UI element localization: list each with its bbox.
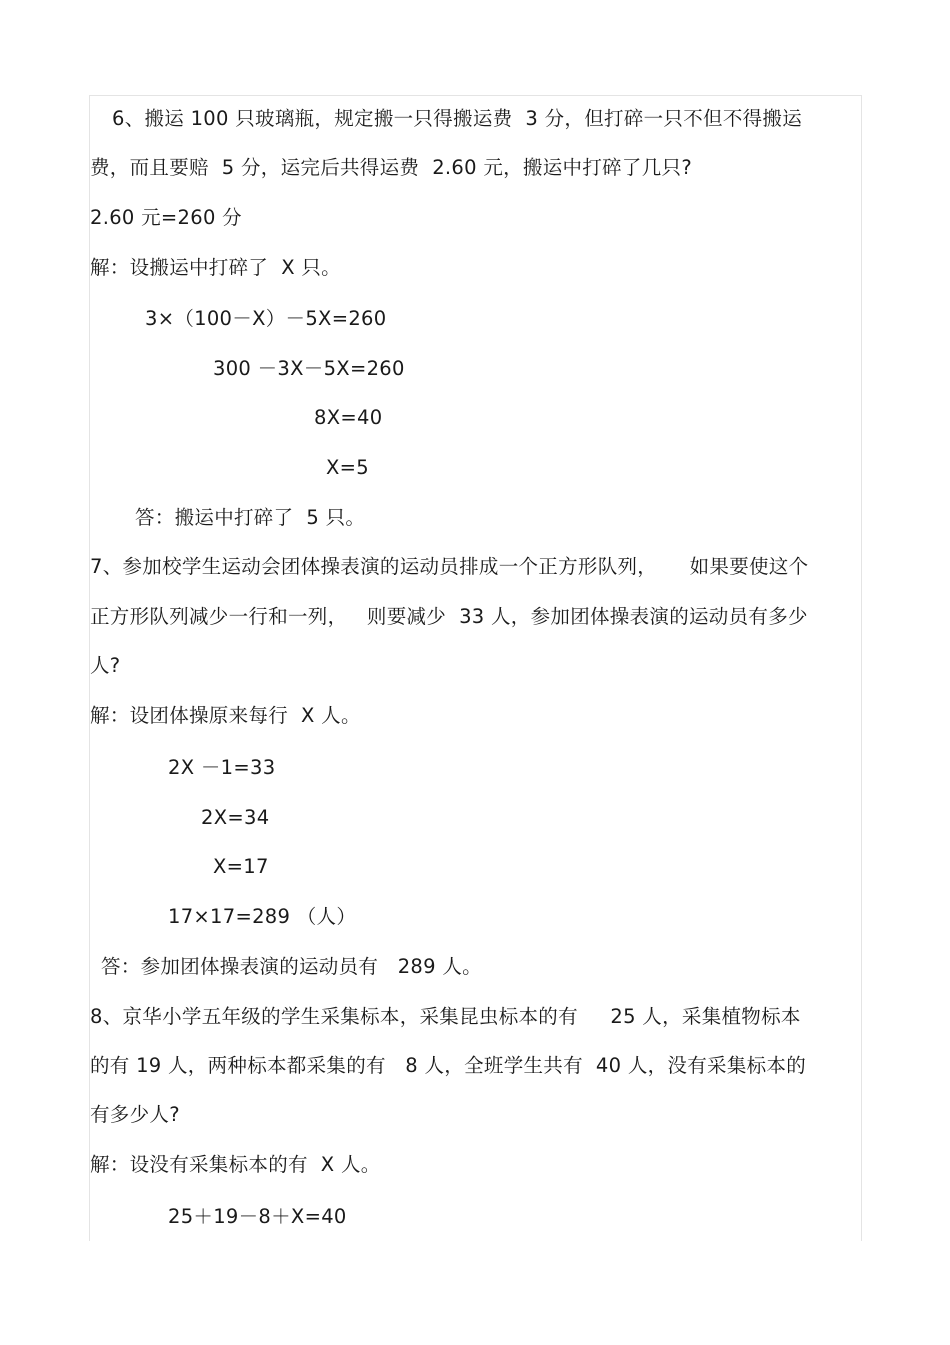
equation-7-step-3: X=17 — [213, 855, 269, 878]
answer-7: 答：参加团体操表演的运动员有 289 人。 — [101, 955, 482, 978]
equation-7-step-1: 2X －1=33 — [168, 756, 276, 779]
solution-6-setup: 解：设搬运中打碎了 X 只。 — [90, 256, 341, 279]
equation-6-step-3: 8X=40 — [314, 406, 383, 429]
equation-6-step-4: X=5 — [326, 456, 370, 479]
problem-7-line-3: 人? — [90, 654, 121, 677]
problem-6-line-1: 6、搬运 100 只玻璃瓶，规定搬一只得搬运费 3 分，但打碎一只不但不得搬运 — [112, 107, 803, 130]
problem-8-line-1: 8、京华小学五年级的学生采集标本，采集昆虫标本的有 25 人，采集植物标本 — [90, 1005, 801, 1028]
solution-7-setup: 解：设团体操原来每行 X 人。 — [90, 704, 361, 727]
unit-conversion: 2.60 元=260 分 — [90, 206, 242, 229]
problem-7-line-1: 7、参加校学生运动会团体操表演的运动员排成一个正方形队列， 如果要使这个 — [90, 555, 809, 578]
equation-6-step-1: 3×（100－X）－5X=260 — [145, 307, 387, 330]
equation-6-step-2: 300 －3X－5X=260 — [213, 357, 405, 380]
equation-8-step-1: 25＋19－8＋X=40 — [168, 1205, 347, 1228]
equation-7-step-2: 2X=34 — [201, 806, 270, 829]
problem-8-line-2: 的有 19 人，两种标本都采集的有 8 人，全班学生共有 40 人，没有采集标本的 — [90, 1054, 807, 1077]
solution-8-setup: 解：设没有采集标本的有 X 人。 — [90, 1153, 381, 1176]
problem-8-line-3: 有多少人? — [90, 1103, 180, 1126]
answer-6: 答：搬运中打碎了 5 只。 — [135, 506, 366, 529]
problem-7-line-2: 正方形队列减少一行和一列， 则要减少 33 人，参加团体操表演的运动员有多少 — [90, 605, 808, 628]
equation-7-step-4: 17×17=289 （人） — [168, 905, 357, 928]
problem-6-line-2: 费，而且要赔 5 分，运完后共得运费 2.60 元，搬运中打碎了几只? — [90, 156, 692, 179]
